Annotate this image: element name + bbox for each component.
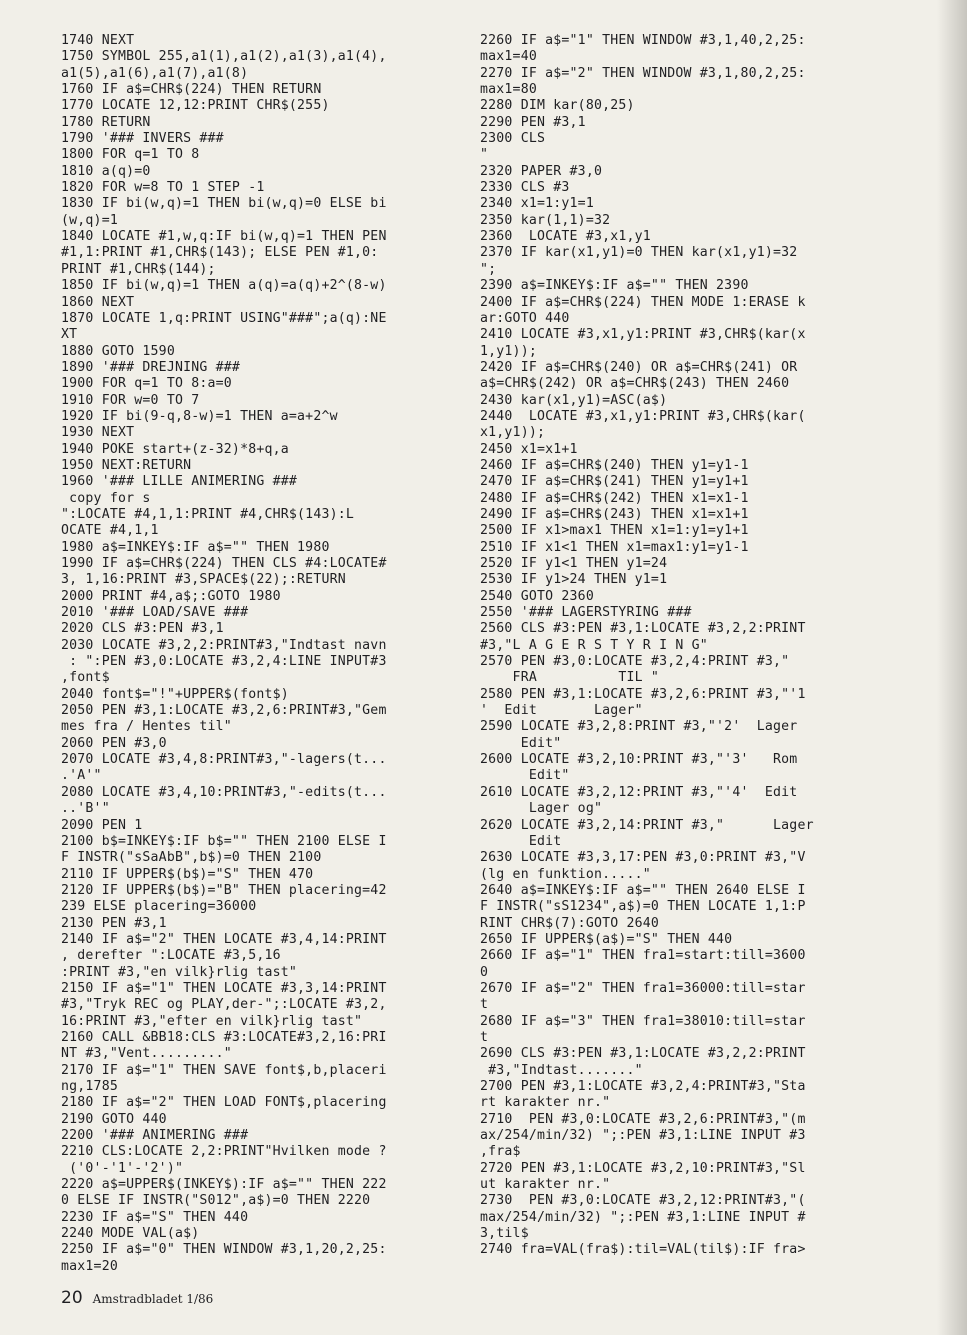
code-line: 2520 IF y1<1 THEN y1=24 <box>480 556 668 571</box>
code-line: "; <box>480 261 497 277</box>
code-line: , derefter ":LOCATE #3,5,16 <box>61 948 281 964</box>
code-line: 2430 kar(x1,y1)=ASC(a$) <box>480 392 668 408</box>
code-line: 2240 MODE VAL(a$) <box>61 1226 200 1242</box>
code-line: 2190 GOTO 440 <box>61 1111 167 1127</box>
code-line: #1,1:PRINT #1,CHR$(143); ELSE PEN #1,0: <box>61 245 379 261</box>
code-line: 2460 IF a$=CHR$(240) THEN y1=y1-1 <box>480 457 749 473</box>
code-line: 2260 IF a$="1" THEN WINDOW #3,1,40,2,25: <box>480 33 806 48</box>
code-line: 2480 IF a$=CHR$(242) THEN x1=x1-1 <box>480 490 749 506</box>
code-line: 1830 IF bi(w,q)=1 THEN bi(w,q)=0 ELSE bi <box>61 196 387 212</box>
code-line: 2280 DIM kar(80,25) <box>480 98 635 114</box>
code-line: 2740 fra=VAL(fra$):til=VAL(til$):IF fra> <box>480 1242 806 1258</box>
code-line: 1920 IF bi(9-q,8-w)=1 THEN a=a+2^w <box>61 408 338 424</box>
code-line: " <box>480 147 489 163</box>
page-footer <box>61 1288 213 1308</box>
code-line: 1890 '### DREJNING ### <box>61 359 241 375</box>
code-line: 2610 LOCATE #3,2,12:PRINT #3,"'4' Edit <box>480 784 798 800</box>
code-line: 2080 LOCATE #3,4,10:PRINT#3,"-edits(t... <box>61 784 387 800</box>
code-line: 2320 PAPER #3,0 <box>480 163 603 179</box>
code-line: 0 ELSE IF INSTR("S012",a$)=0 THEN 2220 <box>61 1193 371 1209</box>
code-line: 1880 GOTO 1590 <box>61 343 175 359</box>
code-line: ,fra$ <box>480 1144 521 1160</box>
code-line: 2220 a$=UPPER$(INKEY$):IF a$="" THEN 222 <box>61 1177 387 1193</box>
code-line: 2540 GOTO 2360 <box>480 588 594 604</box>
listing-column-right <box>480 33 814 1259</box>
code-line: 2060 PEN #3,0 <box>61 735 167 751</box>
code-line: 2530 IF y1>24 THEN y1=1 <box>480 572 668 588</box>
code-line: copy for s <box>61 490 151 506</box>
code-line: 1820 FOR w=8 TO 1 STEP -1 <box>61 180 265 196</box>
code-line: 2250 IF a$="0" THEN WINDOW #3,1,20,2,25: <box>61 1242 387 1258</box>
code-line: ' Edit Lager" <box>480 703 643 719</box>
code-line: 2090 PEN 1 <box>61 817 143 833</box>
code-line: NT #3,"Vent........." <box>61 1046 232 1062</box>
code-line: 16:PRINT #3,"efter en vilk}rlig tast" <box>61 1013 363 1029</box>
code-line: RINT CHR$(7):GOTO 2640 <box>480 915 660 931</box>
code-line: 1800 FOR q=1 TO 8 <box>61 147 200 163</box>
code-line: 2040 font$="!"+UPPER$(font$) <box>61 686 289 702</box>
code-line: PRINT #1,CHR$(144); <box>61 261 216 277</box>
code-line: 1740 NEXT <box>61 33 135 48</box>
code-line: FRA TIL " <box>480 670 660 686</box>
code-line: 2120 IF UPPER$(b$)="B" THEN placering=42 <box>61 882 387 898</box>
code-line: 2140 IF a$="2" THEN LOCATE #3,4,14:PRINT <box>61 931 387 947</box>
magazine-issue: Amstradbladet 1/86 <box>92 1292 214 1306</box>
code-line: 2500 IF x1>max1 THEN x1=1:y1=y1+1 <box>480 523 749 539</box>
code-line: 2640 a$=INKEY$:IF a$="" THEN 2640 ELSE I <box>480 882 806 898</box>
code-line: 2160 CALL &BB18:CLS #3:LOCATE#3,2,16:PRI <box>61 1029 387 1045</box>
code-line: max1=40 <box>480 49 537 65</box>
code-line: 1990 IF a$=CHR$(224) THEN CLS #4:LOCATE# <box>61 556 387 571</box>
code-line: : ":PEN #3,0:LOCATE #3,2,4:LINE INPUT#3 <box>61 654 387 670</box>
code-line: (w,q)=1 <box>61 212 118 228</box>
code-line: 0 <box>480 964 489 980</box>
code-line: 2670 IF a$="2" THEN fra1=36000:till=star <box>480 980 806 996</box>
code-line: 2230 IF a$="S" THEN 440 <box>61 1209 249 1225</box>
code-line: #3,"Indtast......." <box>480 1062 643 1078</box>
code-line: 1810 a(q)=0 <box>61 163 151 179</box>
listing-column-left <box>61 33 387 1275</box>
code-line: ,font$ <box>61 670 110 686</box>
code-line: 2510 IF x1<1 THEN x1=max1:y1=y1-1 <box>480 539 749 555</box>
code-line: t <box>480 997 489 1013</box>
code-line: 2680 IF a$="3" THEN fra1=38010:till=star <box>480 1013 806 1029</box>
code-line: 2400 IF a$=CHR$(224) THEN MODE 1:ERASE k <box>480 294 806 310</box>
code-line: 1900 FOR q=1 TO 8:a=0 <box>61 376 232 392</box>
code-line: 1980 a$=INKEY$:IF a$="" THEN 1980 <box>61 539 330 555</box>
code-line: mes fra / Hentes til" <box>61 719 232 735</box>
code-line: 2450 x1=x1+1 <box>480 441 578 457</box>
code-line: 1760 IF a$=CHR$(224) THEN RETURN <box>61 82 322 98</box>
code-line: :PRINT #3,"en vilk}rlig tast" <box>61 964 298 980</box>
code-line: 2710 PEN #3,0:LOCATE #3,2,6:PRINT#3,"(m <box>480 1111 806 1127</box>
code-line: 1860 NEXT <box>61 294 135 310</box>
code-line: 3, 1,16:PRINT #3,SPACE$(22);:RETURN <box>61 572 346 588</box>
code-line: 2390 a$=INKEY$:IF a$="" THEN 2390 <box>480 278 749 294</box>
code-line: 2410 LOCATE #3,x1,y1:PRINT #3,CHR$(kar(x <box>480 327 806 343</box>
code-line: 2210 CLS:LOCATE 2,2:PRINT"Hvilken mode ? <box>61 1144 387 1160</box>
code-line: 2130 PEN #3,1 <box>61 915 167 931</box>
code-line: 2100 b$=INKEY$:IF b$="" THEN 2100 ELSE I <box>61 833 387 849</box>
code-line: 2150 IF a$="1" THEN LOCATE #3,3,14:PRINT <box>61 980 387 996</box>
code-line: max1=20 <box>61 1258 118 1274</box>
code-line: #3,"L A G E R S T Y R I N G" <box>480 637 708 653</box>
code-line: t <box>480 1029 489 1045</box>
code-line: 2650 IF UPPER$(a$)="S" THEN 440 <box>480 931 733 947</box>
code-line: 1780 RETURN <box>61 114 151 130</box>
code-line: 1790 '### INVERS ### <box>61 131 224 147</box>
code-line: ng,1785 <box>61 1079 118 1094</box>
code-line: 2730 PEN #3,0:LOCATE #3,2,12:PRINT#3,"( <box>480 1193 806 1209</box>
code-line: ax/254/min/32) ";:PEN #3,1:LINE INPUT #3 <box>480 1128 806 1144</box>
code-line: a$=CHR$(242) OR a$=CHR$(243) THEN 2460 <box>480 376 790 392</box>
code-line: 2720 PEN #3,1:LOCATE #3,2,10:PRINT#3,"Sl <box>480 1160 806 1176</box>
code-line: 2560 CLS #3:PEN #3,1:LOCATE #3,2,2:PRINT <box>480 621 806 637</box>
code-line: 2200 '### ANIMERING ### <box>61 1128 249 1144</box>
code-line: x1,y1)); <box>480 425 546 441</box>
code-line: 2300 CLS <box>480 131 546 147</box>
code-line: a1(5),a1(6),a1(7),a1(8) <box>61 65 249 81</box>
code-line: 1930 NEXT <box>61 425 135 441</box>
code-line: 1,y1)); <box>480 343 537 359</box>
code-line: 2600 LOCATE #3,2,10:PRINT #3,"'3' Rom <box>480 752 798 768</box>
code-line: (lg en funktion....." <box>480 866 651 882</box>
code-line: 1910 FOR w=0 TO 7 <box>61 392 200 408</box>
code-line: 3,til$ <box>480 1226 529 1242</box>
code-line: 2570 PEN #3,0:LOCATE #3,2,4:PRINT #3," <box>480 654 790 670</box>
code-line: 2350 kar(1,1)=32 <box>480 212 611 228</box>
code-line: 2580 PEN #3,1:LOCATE #3,2,6:PRINT #3,"'1 <box>480 686 806 702</box>
code-line: OCATE #4,1,1 <box>61 523 159 539</box>
code-line: rt karakter nr." <box>480 1095 611 1111</box>
code-line: ":LOCATE #4,1,1:PRINT #4,CHR$(143):L <box>61 506 355 522</box>
code-line: Edit" <box>480 768 570 784</box>
page-number: 20 <box>61 1288 83 1308</box>
code-line: 2420 IF a$=CHR$(240) OR a$=CHR$(241) OR <box>480 359 798 375</box>
code-line: 2050 PEN #3,1:LOCATE #3,2,6:PRINT#3,"Gem <box>61 703 387 719</box>
code-line: 2110 IF UPPER$(b$)="S" THEN 470 <box>61 866 314 882</box>
code-line: 2550 '### LAGERSTYRING ### <box>480 605 692 621</box>
code-line: 2360 LOCATE #3,x1,y1 <box>480 229 651 245</box>
code-line: 2700 PEN #3,1:LOCATE #3,2,4:PRINT#3,"Sta <box>480 1079 806 1094</box>
code-line: Lager og" <box>480 801 603 817</box>
code-line: 2630 LOCATE #3,3,17:PEN #3,0:PRINT #3,"V <box>480 850 806 866</box>
code-line: 2620 LOCATE #3,2,14:PRINT #3," Lager <box>480 817 814 833</box>
code-line: ('0'-'1'-'2')" <box>61 1160 184 1176</box>
code-line: ..'B'" <box>61 801 110 817</box>
code-line: 2440 LOCATE #3,x1,y1:PRINT #3,CHR$(kar( <box>480 408 806 424</box>
code-line: 1870 LOCATE 1,q:PRINT USING"###";a(q):NE <box>61 310 387 326</box>
code-line: max1=80 <box>480 82 537 98</box>
code-line: 2490 IF a$=CHR$(243) THEN x1=x1+1 <box>480 506 749 522</box>
code-line: 1840 LOCATE #1,w,q:IF bi(w,q)=1 THEN PEN <box>61 229 387 245</box>
code-line: 2660 IF a$="1" THEN fra1=start:till=3600 <box>480 948 806 964</box>
code-line: F INSTR("sSaAbB",b$)=0 THEN 2100 <box>61 850 322 866</box>
code-line: 1850 IF bi(w,q)=1 THEN a(q)=a(q)+2^(8-w) <box>61 278 387 294</box>
code-line: 2470 IF a$=CHR$(241) THEN y1=y1+1 <box>480 474 749 490</box>
code-line: Edit" <box>480 735 562 751</box>
code-line: 2270 IF a$="2" THEN WINDOW #3,1,80,2,25: <box>480 65 806 81</box>
code-line: 2170 IF a$="1" THEN SAVE font$,b,placeri <box>61 1062 387 1078</box>
code-line: 2330 CLS #3 <box>480 180 570 196</box>
code-line: 2070 LOCATE #3,4,8:PRINT#3,"-lagers(t... <box>61 752 387 768</box>
code-line: 2010 '### LOAD/SAVE ### <box>61 605 249 621</box>
code-line: 239 ELSE placering=36000 <box>61 899 257 915</box>
code-line: 2690 CLS #3:PEN #3,1:LOCATE #3,2,2:PRINT <box>480 1046 806 1062</box>
code-line: 2290 PEN #3,1 <box>480 114 586 130</box>
code-line: F INSTR("sS1234",a$)=0 THEN LOCATE 1,1:P <box>480 899 806 915</box>
code-line: 1940 POKE start+(z-32)*8+q,a <box>61 441 289 457</box>
code-line: 2000 PRINT #4,a$;:GOTO 1980 <box>61 588 281 604</box>
code-line: 2370 IF kar(x1,y1)=0 THEN kar(x1,y1)=32 <box>480 245 798 261</box>
code-line: Edit <box>480 833 562 849</box>
code-line: 2340 x1=1:y1=1 <box>480 196 594 212</box>
code-line: 2030 LOCATE #3,2,2:PRINT#3,"Indtast navn <box>61 637 387 653</box>
code-line: max/254/min/32) ";:PEN #3,1:LINE INPUT # <box>480 1209 806 1225</box>
code-line: ar:GOTO 440 <box>480 310 570 326</box>
code-line: 1750 SYMBOL 255,a1(1),a1(2),a1(3),a1(4), <box>61 49 387 65</box>
page-edge-shadow <box>937 0 967 1335</box>
code-line: 2020 CLS #3:PEN #3,1 <box>61 621 224 637</box>
code-line: #3,"Tryk REC og PLAY,der-";:LOCATE #3,2, <box>61 997 387 1013</box>
code-line: .'A'" <box>61 768 102 784</box>
code-line: ut karakter nr." <box>480 1177 611 1193</box>
code-line: 2590 LOCATE #3,2,8:PRINT #3,"'2' Lager <box>480 719 798 735</box>
code-line: XT <box>61 327 78 343</box>
code-line: 1960 '### LILLE ANIMERING ### <box>61 474 298 490</box>
code-line: 1950 NEXT:RETURN <box>61 457 192 473</box>
code-line: 1770 LOCATE 12,12:PRINT CHR$(255) <box>61 98 330 114</box>
code-line: 2180 IF a$="2" THEN LOAD FONT$,placering <box>61 1095 387 1111</box>
